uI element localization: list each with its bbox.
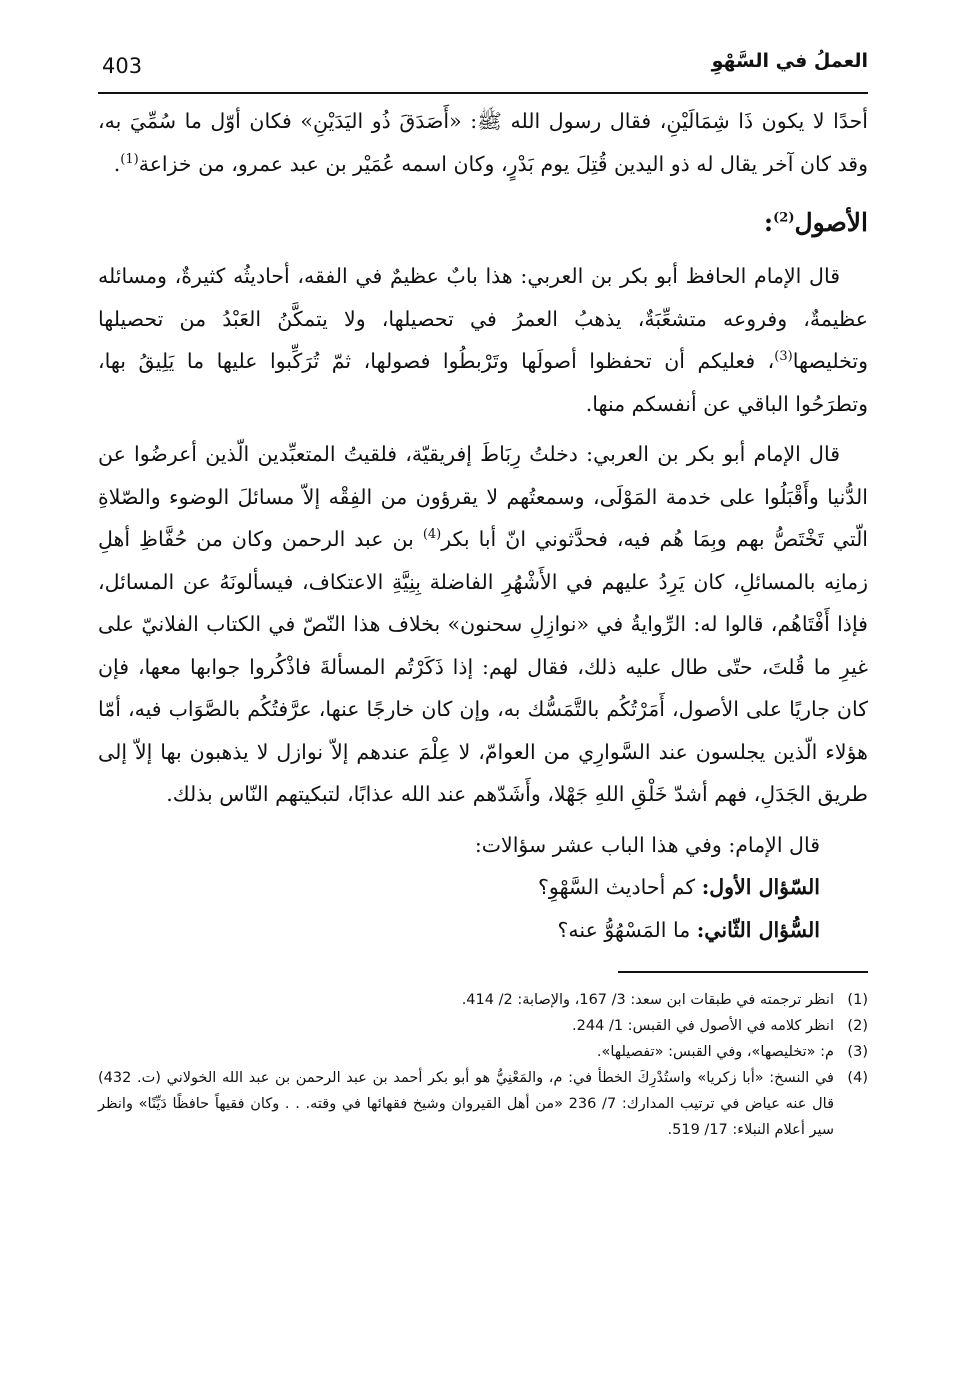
book-page [98, 40, 868, 1143]
footnote: (1) انظر ترجمته في طبقات ابن سعد: 3/ 167، والإصابة: 2/ 414. [461, 992, 868, 1008]
footnote-ref-2: (2) [773, 210, 795, 226]
paragraph-usul: قال الإمام الحافظ أبو بكر بن العربي: هذا بابٌ عظيمٌ في الفقه، أحاديثُه كثيرةٌ، ومسائله عظيمةٌ، وفروعه متشعِّبَةٌ، يذهبُ العمرُ في تحصيلها، ولا يتمكَّنُ العَبْدُ من تحصيلها وتخليصها$^{(3)}$، فعليكم أن تحفظوا أصولَها وتَرْبطُوا فصولها، ثمّ تُرَكِّبوا عليها ما يَلِيقُ بها، وتطرَحُوا الباقي عن أنفسكم منها. [98, 264, 868, 416]
page-header [98, 40, 868, 94]
footnote-ref-3: (3) [774, 349, 793, 365]
section-heading: الأصول$^{(2)}$: [763, 208, 868, 237]
footnote-divider [618, 971, 868, 973]
footnote-ref-1: (1) [120, 151, 139, 167]
question-1: السّؤال الأول: كم أحاديث السَّهْوِ؟ [538, 875, 820, 899]
question-2: السُّؤال الثّاني: ما المَسْهُوُّ عنه؟ [557, 917, 820, 942]
footnote: (3) م: «تخليصها»، وفي القبس: «تفصيلها». [596, 1044, 868, 1060]
questions-intro: قال الإمام: وفي هذا الباب عشر سؤالات: [474, 832, 820, 857]
running-title: العملُ في السَّهْوِ [711, 50, 868, 72]
footnote-ref-4: (4) [422, 527, 442, 543]
paragraph-continuation: أحدًا لا يكون ذَا شِمَالَيْنِ، فقال رسول الله ﷺ: «أَصَدَقَ ذُو اليَدَيْنِ» فكان أوّل ما سُمِّيَ به، وقد كان آخر يقال له ذو اليدين قُتِلَ يوم بَدْرٍ، وكان اسمه عُمَيْر بن عبد عمرو، من خزاعة$^{(1)}$. [98, 109, 868, 176]
footnotes [98, 987, 868, 1143]
main-text [98, 100, 868, 951]
footnote: (4) في النسخ: «أبا زكريا» واستُدْرِكَ الخطأ في: م، والمَعْنِيُّ هو أبو بكر أحمد بن عبد الرحمن بن عبد الله الخولاني (ت. 432) قال عنه عياض في ترتيب المدارك: 7/ 236 «من أهل القيروان وشيخ فقهائها في وقته. . . وكان فقيهاً حافظًا دَيِّنًا» وانظر سير أعلام النبلاء: 17/ 519. [98, 1070, 868, 1138]
page-number: 403 [102, 54, 143, 78]
paragraph-ribat: قال الإمام أبو بكر بن العربي: دخلتُ رِبَاطَ إفريقيّة، فلقيتُ المتعبِّدين الّذين أعرضُوا عن الدُّنيا وأَقْبَلُوا على خدمة المَوْلَى، وسمعتُهم لا يقرؤون من الفِقْه إلاّ مسائلَ الوضوء والصّلاةِ الّتي تَخْتَصُّ بهم وبِمَا هُم فيه، فحدَّثوني انّ أبا بكر$^{(4)}$ بن عبد الرحمن وكان من حُفَّاظِ أهلِ زمانِه بالمسائلِ، كان يَرِدُ عليهم في الأَشْهُرِ الفاضلة بِنِيَّةِ الاعتكاف، فيسألونَهُ عن المسائل، فإذا أَفْتَاهُم، قالوا له: الرِّوايةُ في «نوازِلِ سحنون» بخلاف هذا النّصّ في الكتاب الفلانيّ على غيرِ ما قُلتَ، حتّى طال عليه ذلك، فقال لهم: إذا ذَكَرْتُم المسألةَ فاذْكُروا جوابها معها، فإن كان جاريًا على الأصول، أَمَرْتُكُم بالتَّمَسُّك به، وإن كان خارجًا عنها، عرَّفتُكُم بالصَّوَاب فيه، أمّا هؤلاء الّذين يجلسون عند السَّوارِي من العوامّ، لا عِلْمَ عندهم إلاّ نوازل لا يذهبون بها إلاّ إلى طريق الجَدَلِ، فهم أشدّ خَلْقِ اللهِ جَهْلا، وأَشَدّهم عند الله عذابًا، لتبكيتهم النّاس بذلك. [98, 442, 869, 806]
footnote: (2) انظر كلامه في الأصول في القبس: 1/ 244. [572, 1018, 868, 1034]
